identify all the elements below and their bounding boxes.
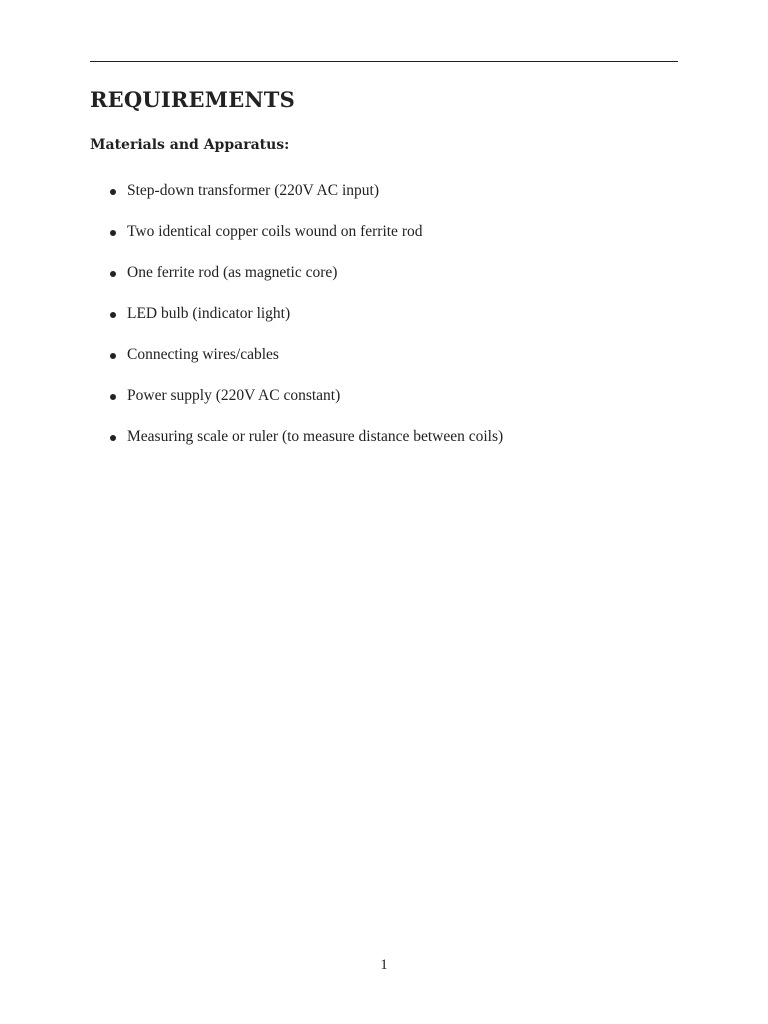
list-item — [110, 262, 503, 284]
list-item-text: Connecting wires/cables — [127, 346, 279, 363]
list-item-text: Step-down transformer (220V AC input) — [127, 182, 379, 199]
list-item — [110, 221, 503, 243]
bullet-icon — [110, 435, 116, 441]
list-item — [110, 180, 503, 202]
list-item — [110, 426, 503, 448]
section-heading: Materials and Apparatus: — [90, 137, 290, 153]
list-item-text: Power supply (220V AC constant) — [127, 387, 341, 404]
top-horizontal-rule — [90, 61, 678, 62]
page-number: 1 — [380, 957, 388, 973]
list-item — [110, 344, 503, 366]
bullet-icon — [110, 189, 116, 195]
bullet-icon — [110, 271, 116, 277]
bullet-icon — [110, 230, 116, 236]
bullet-icon — [110, 353, 116, 359]
list-item-text: Two identical copper coils wound on ferrite rod — [127, 223, 423, 240]
list-item-text: Measuring scale or ruler (to measure distance between coils) — [127, 428, 504, 445]
materials-list — [110, 180, 503, 467]
list-item-text: One ferrite rod (as magnetic core) — [127, 264, 338, 281]
list-item-text: LED bulb (indicator light) — [127, 305, 291, 322]
bullet-icon — [110, 312, 116, 318]
bullet-icon — [110, 394, 116, 400]
list-item — [110, 303, 503, 325]
page-title: REQUIREMENTS — [90, 87, 295, 112]
list-item — [110, 385, 503, 407]
